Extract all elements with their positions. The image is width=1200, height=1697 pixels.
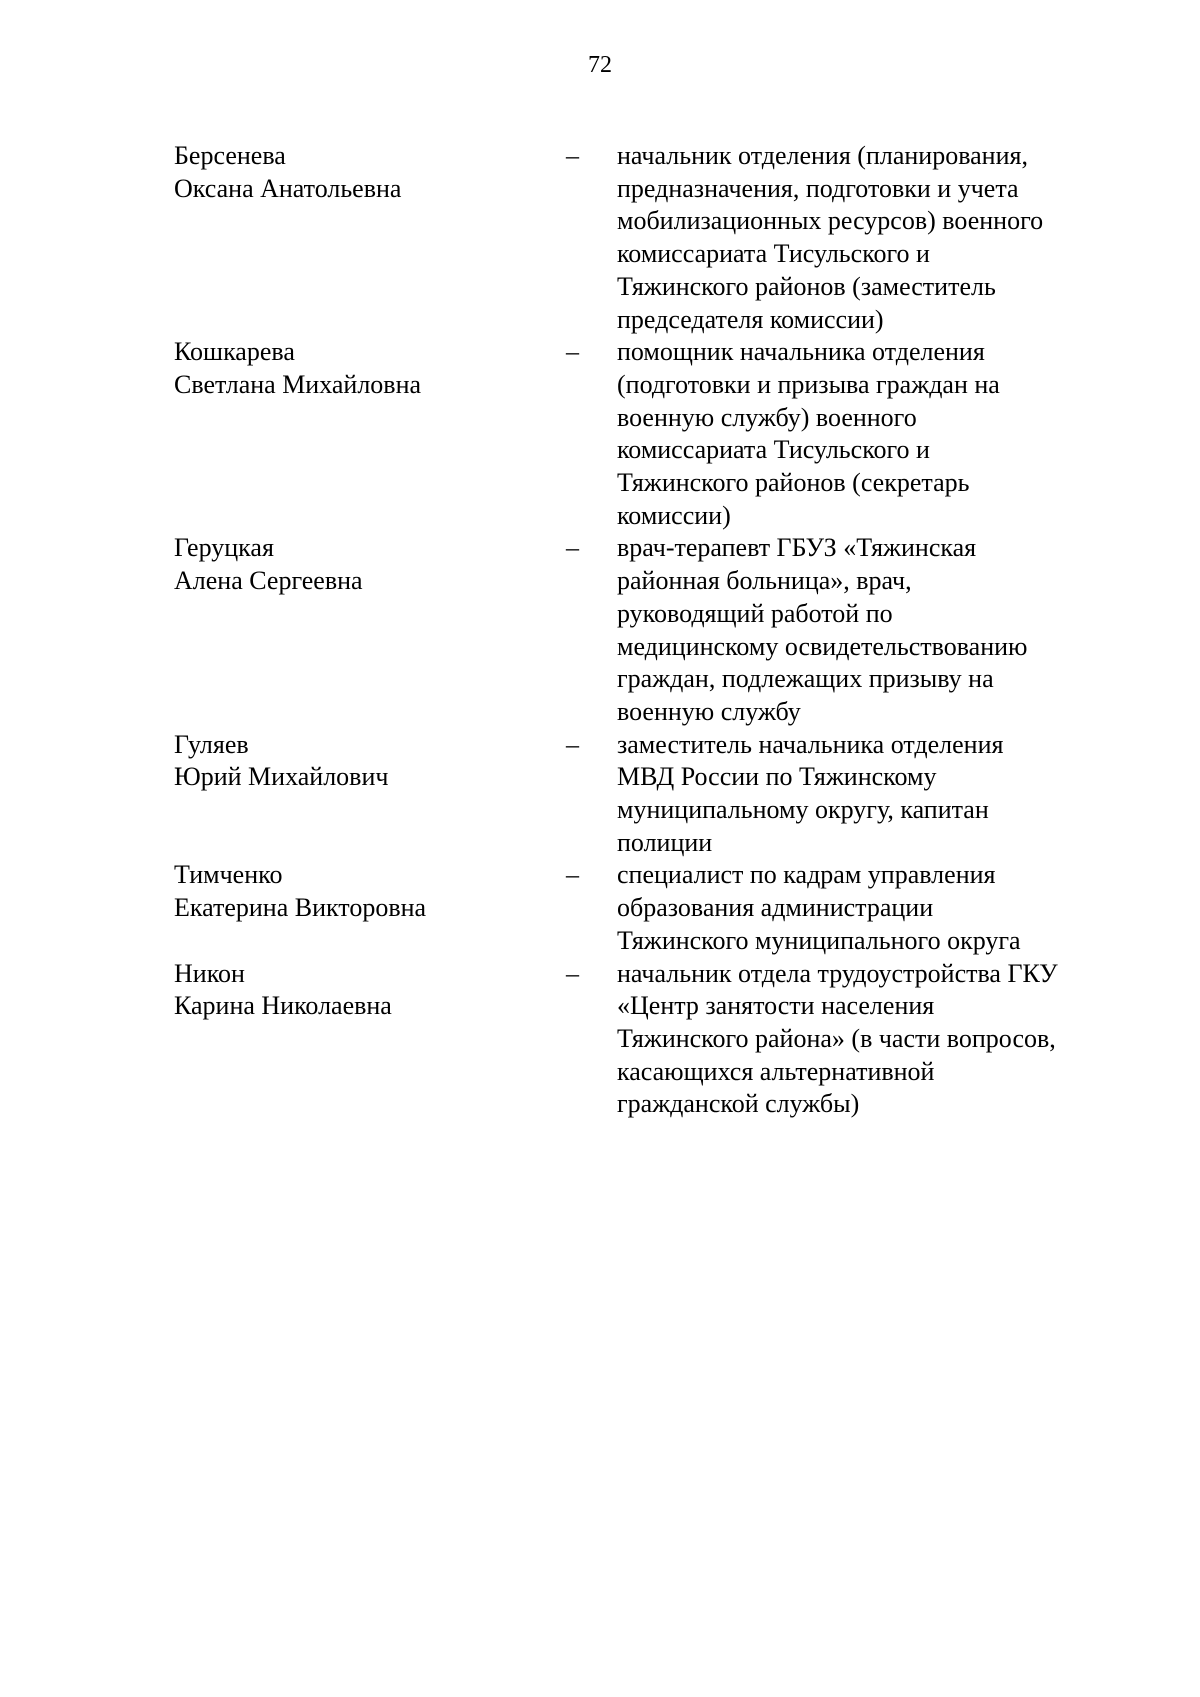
member-entry [174,336,1124,532]
member-entry [174,859,1124,957]
dash-separator: – [566,958,579,988]
member-role: специалист по кадрам управления образования администрации Тяжинского муниципального округа [617,860,1021,955]
member-given-names: Оксана Анатольевна [174,173,402,203]
dash-separator: – [566,337,579,367]
member-entry [174,729,1124,860]
member-role: врач-терапевт ГБУЗ «Тяжинская районная больница», врач, руководящий работой по медицинскому освидетельствованию граждан, подлежащих призыву на военную службу [617,533,1028,726]
member-given-names: Алена Сергеевна [174,566,363,596]
member-surname: Кошкарева [174,337,295,367]
member-entry [174,958,1124,1122]
member-entry [174,532,1124,728]
member-given-names: Карина Николаевна [174,991,392,1021]
member-name [174,958,566,1122]
member-name [174,532,566,728]
member-given-names: Светлана Михайловна [174,369,422,399]
member-name [174,336,566,532]
member-name [174,729,566,860]
member-given-names: Юрий Михайлович [174,762,389,792]
dash-separator: – [566,860,579,890]
member-name [174,859,566,957]
member-surname: Берсенева [174,141,286,170]
member-role: начальник отдела трудоустройства ГКУ «Центр занятости населения Тяжинского района» (в части вопросов, касающихся альтернативной гражданской службы) [617,958,1058,1119]
page-number: 72 [588,52,612,78]
member-surname: Геруцкая [174,533,274,563]
dash-separator: – [566,729,579,759]
member-role: помощник начальника отделения (подготовки и призыва граждан на военную службу) военного комиссариата Тисульского и Тяжинского районов (секретарь комиссии) [617,337,1000,530]
dash-separator: – [566,533,579,563]
member-surname: Никон [174,958,245,988]
member-role: начальник отделения (планирования, предназначения, подготовки и учета мобилизационных ресурсов) военного комиссариата Тисульского и Тяжинского районов (заместитель председателя комиссии) [617,141,1044,334]
member-surname: Гуляев [174,729,249,759]
member-role: заместитель начальника отделения МВД России по Тяжинскому муниципальному округу, капитан полиции [617,729,1004,857]
member-given-names: Екатерина Викторовна [174,893,427,923]
dash-separator: – [566,141,579,170]
member-entry [174,140,1124,336]
commission-members-list [174,140,1124,1121]
member-surname: Тимченко [174,860,283,890]
member-name [174,140,566,336]
